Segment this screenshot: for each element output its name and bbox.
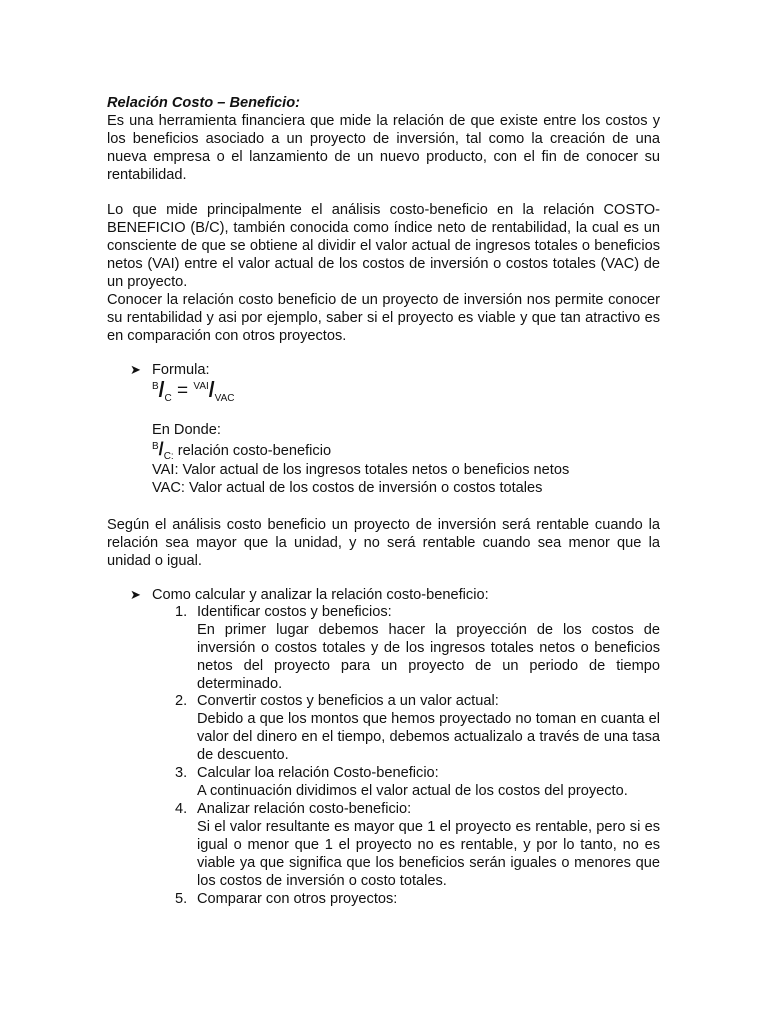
arrow-bullet-icon: ➤ (130, 587, 141, 602)
step-title: Calcular loa relación Costo-beneficio: (197, 765, 439, 781)
document-page: Relación Costo – Beneficio: Es una herramienta financiera que mide la relación de que existe entre los costos y los beneficios asociado a un proyecto de inversión, tal como la creación de una nueva empresa o el lanzamiento de un nuevo producto, con el fin de conocer su rentabilidad. Lo que mide principalmente el análisis costo-beneficio en la relación COSTO-BENEFICIO (B/C), también conocida como índice neto de rentabilidad, la cual es un consciente de que se obtiene al dividir el valor actual de ingresos totales o beneficios netos (VAI) entre el valor actual de los costos de inversión o costos totales (VAC) de un proyecto. Conocer la relación costo beneficio de un proyecto de inversión nos permite conocer su rentabilidad y asi por ejemplo, saber si el proyecto es viable y que tan atractivo es en comparación con otros proyectos. ➤ Formula: $^B/_C = ^{VAI}/_{VAC}$ En Donde: $^B/_{C:}$ relación costo-beneficio VAI: Valor actual de los ingresos totales netos o beneficios netos VAC: Valor actual de los costos de inversión o costos totales Según el análisis costo beneficio un proyecto de inversión será rentable cuando la relación sea mayor que la unidad, y no será rentable cuando sea menor que la unidad o igual. ➤ Como calcular y analizar la relación costo-beneficio: 1. Identificar costos y beneficios: En primer lugar debemos hacer la proyección de los costos de inversión o costos totales y de los ingresos totales netos o beneficios netos del proyecto para un proyecto de un periodo de tiempo determinado. 2. Convertir costos y beneficios a un valor actual: Debido a que los montos que hemos proyectado no toman en cuanta el valor del dinero en el tiempo, debemos actualizalo a través de una tasa de descuento. 3. Calcular loa relación Costo-beneficio: A continuación dividimos el valor actual de los costos del proyecto. 4. Analizar relación costo-beneficio: Si el valor resultante es mayor que 1 el proyecto es rentable, pero si es igual o menor que 1 el proyecto no es rentable, y por lo tanto, no es viable ya que significa que los beneficios serán iguales o menores que los costos de inversión o costo totales. 5. Comparar con otros proyectos: (0, 0, 768, 1024)
formula-expression: $^B/_C = ^{VAI}/_{VAC}$ (152, 378, 235, 405)
step-title: Analizar relación costo-beneficio: (197, 801, 412, 817)
paragraph-knowledge: Conocer la relación costo beneficio de un proyecto de inversión nos permite conocer su rentabilidad y asi por ejemplo, saber si el proyecto es viable y que tan atractivo es en comparación con otros proyectos. (107, 292, 660, 344)
definition-vac: VAC: Valor actual de los costos de inversión o costos totales (152, 480, 543, 496)
step-body: Si el valor resultante es mayor que 1 el proyecto es rentable, pero si es igual o menor que 1 el proyecto no es rentable, y por lo tanto, no es viable ya que significa que los beneficios serán iguales o menores que los costos de inversión o costo totales. (197, 819, 660, 889)
step-title: Convertir costos y beneficios a un valor actual: (197, 693, 499, 709)
step-title: Identificar costos y beneficios: (197, 604, 392, 620)
paragraph-profitability: Según el análisis costo beneficio un proyecto de inversión será rentable cuando la relación sea mayor que la unidad, y no será rentable cuando sea menor que la unidad o igual. (107, 517, 660, 569)
arrow-bullet-icon: ➤ (130, 362, 141, 377)
paragraph-measure: Lo que mide principalmente el análisis costo-beneficio en la relación COSTO-BENEFICIO (B/C), también conocida como índice neto de rentabilidad, la cual es un consciente de que se obtiene al dividir el valor actual de ingresos totales o beneficios netos (VAI) entre el valor actual de los costos de inversión o costos totales (VAC) de un proyecto. (107, 202, 660, 290)
step-body: Debido a que los montos que hemos proyectado no toman en cuanta el valor del dinero en el tiempo, debemos actualizalo a través de una tasa de descuento. (197, 711, 660, 763)
bullet-how-to-label: Como calcular y analizar la relación costo-beneficio: (152, 587, 489, 603)
definition-bc: $^B/_{C:}$ relación costo-beneficio (152, 438, 332, 462)
where-label: En Donde: (152, 422, 221, 438)
step-body: En primer lugar debemos hacer la proyección de los costos de inversión o costos totales y de los ingresos totales netos o beneficios netos del proyecto para un proyecto de un periodo de tiempo determinado. (197, 622, 660, 692)
step-title: Comparar con otros proyectos: (197, 891, 398, 907)
bullet-formula-label: Formula: (152, 362, 210, 378)
paragraph-definition: Es una herramienta financiera que mide la relación de que existe entre los costos y los beneficios asociado a un proyecto de inversión, tal como la creación de una nueva empresa o el lanzamiento de un nuevo producto, con el fin de conocer su rentabilidad. (107, 113, 660, 183)
definition-vai: VAI: Valor actual de los ingresos totales netos o beneficios netos (152, 462, 570, 478)
step-body: A continuación dividimos el valor actual de los costos del proyecto. (197, 783, 628, 799)
document-title: Relación Costo – Beneficio: (107, 95, 300, 111)
